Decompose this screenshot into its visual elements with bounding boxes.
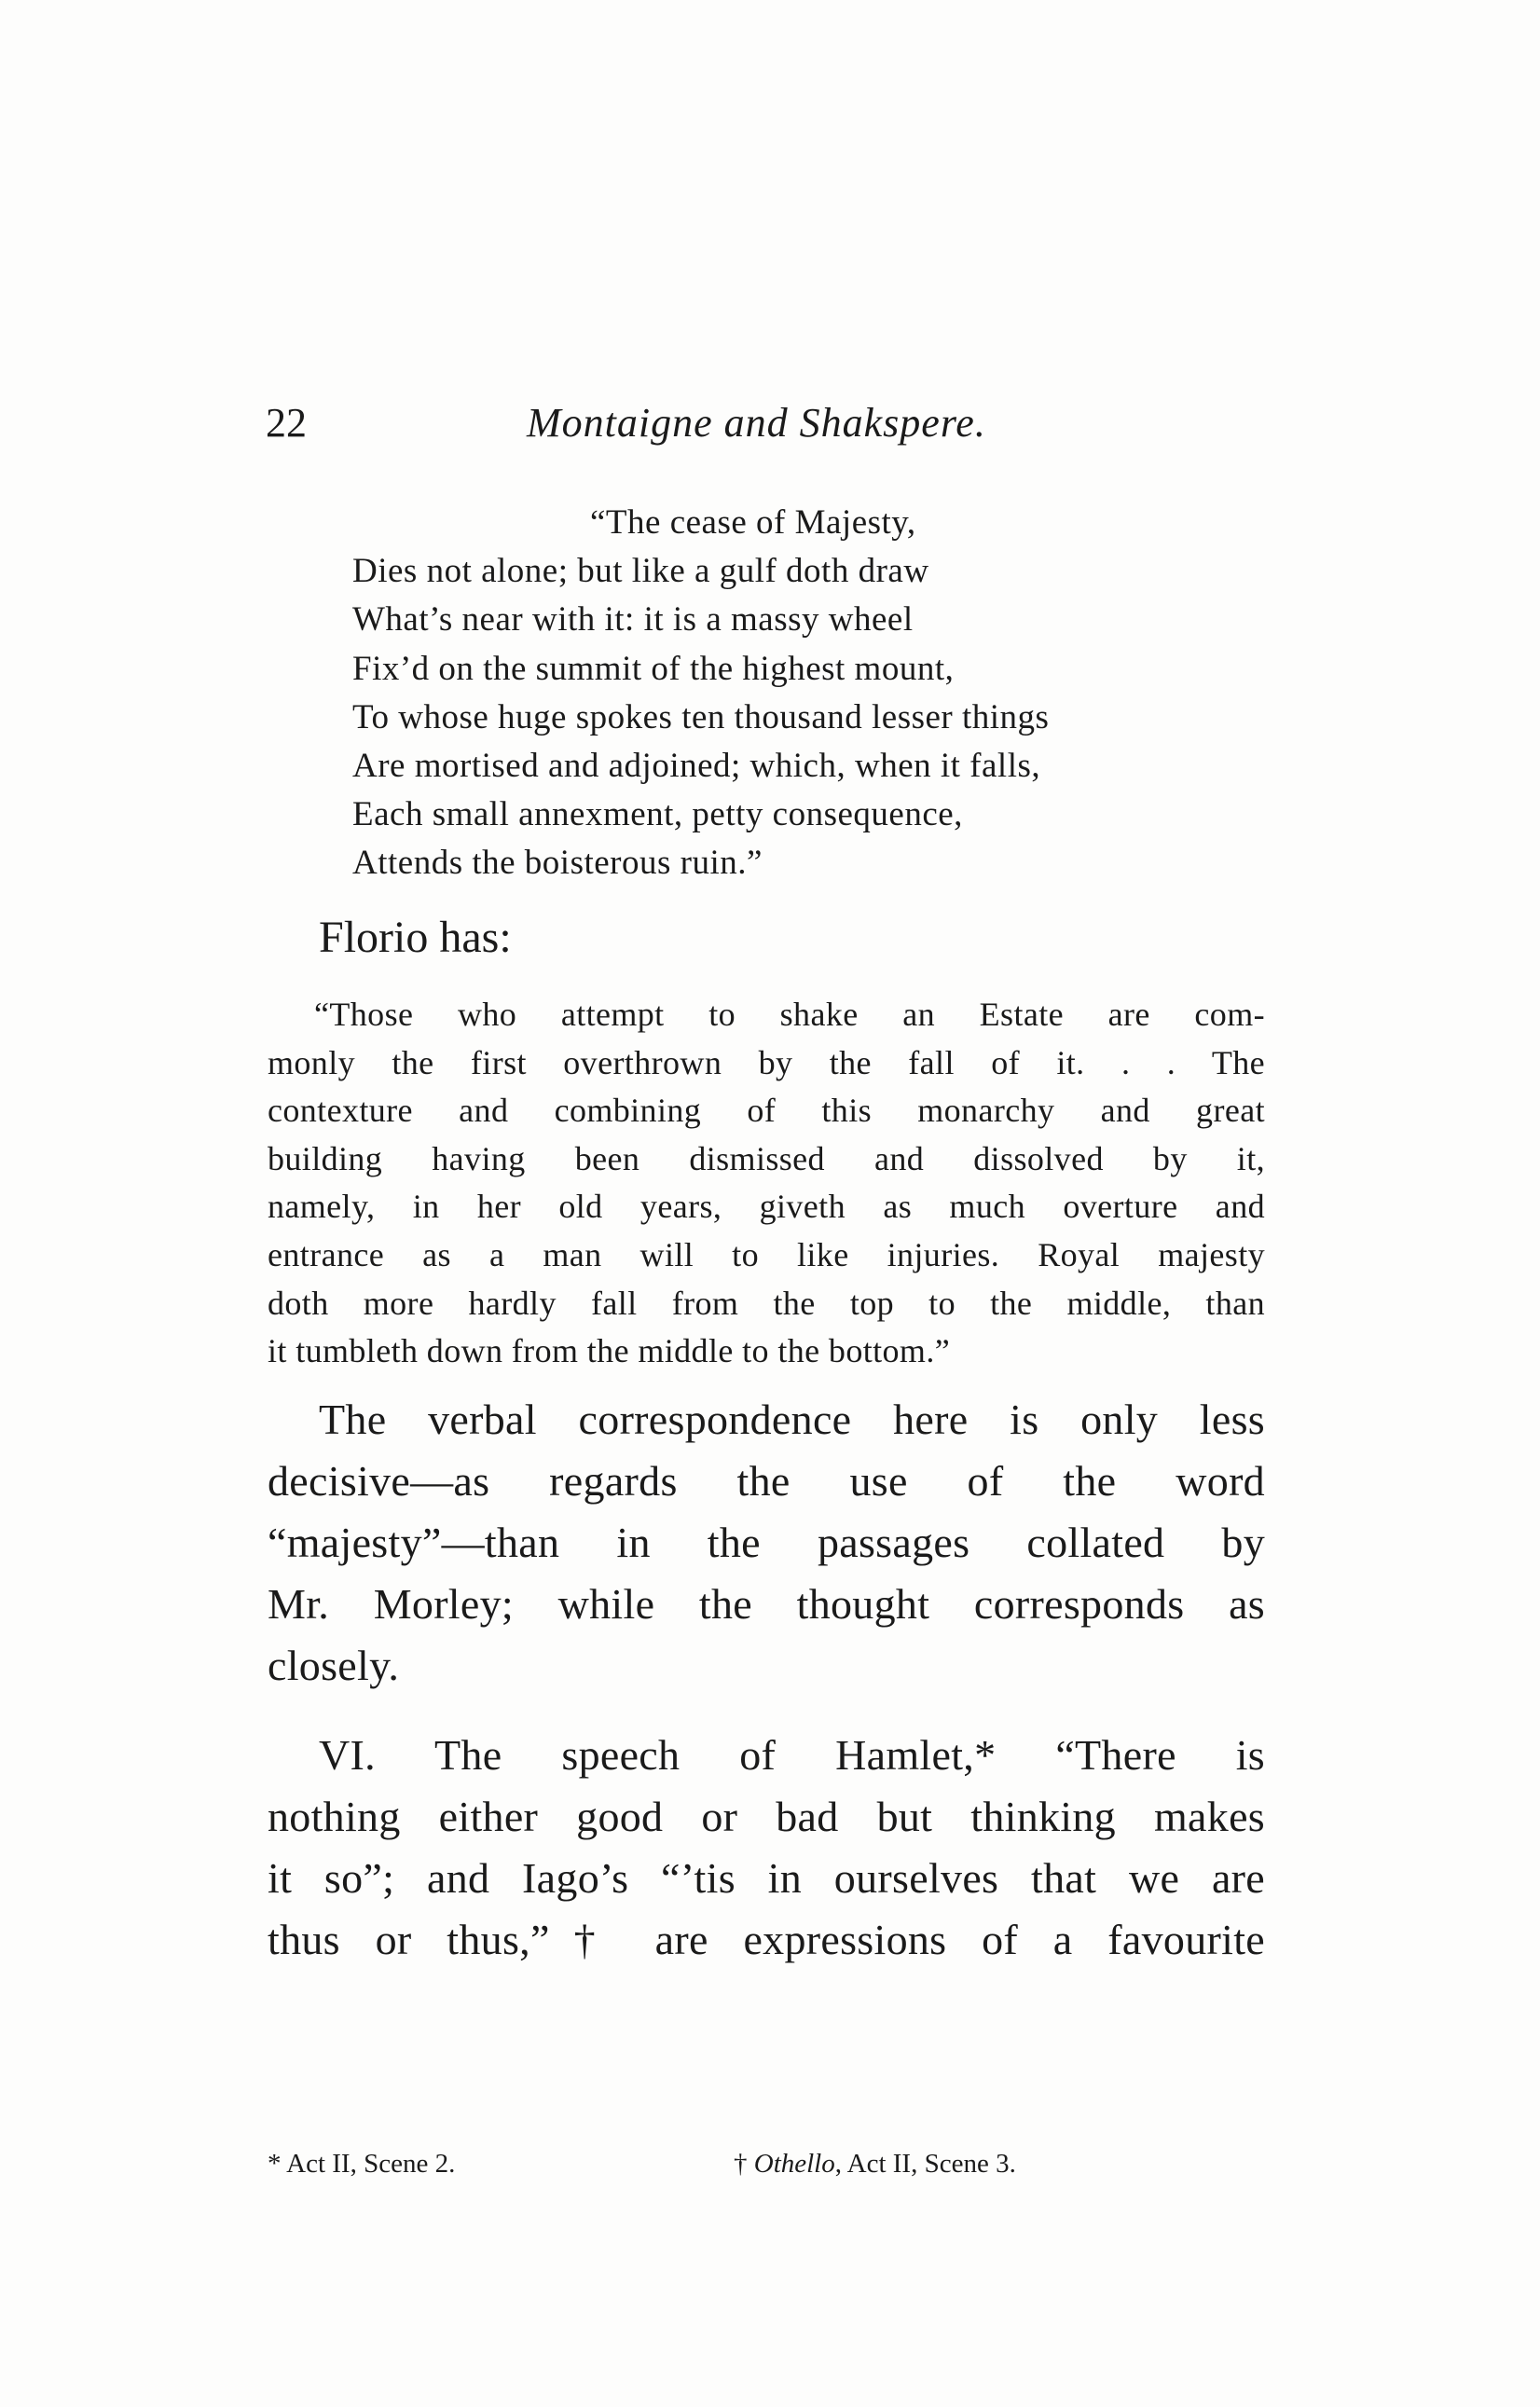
- footnotes: [268, 2149, 1265, 2195]
- footnote-hamlet: * Act II, Scene 2.: [268, 2149, 456, 2179]
- paragraph-line: thus or thus,”† are expressions of a favourite: [268, 1916, 1265, 1963]
- verse-line: “The cease of Majesty,: [590, 503, 916, 542]
- dagger-mark: †: [734, 2149, 754, 2179]
- quote-line: namely, in her old years, giveth as much overture and: [268, 1188, 1265, 1226]
- verse-line: Fix’d on the summit of the highest mount,: [352, 649, 955, 688]
- verse-line: Attends the boisterous ruin.”: [352, 844, 763, 883]
- page-number: 22: [266, 400, 307, 446]
- quote-line: contexture and combining of this monarchy and great: [268, 1092, 1265, 1130]
- paragraph-line: The verbal correspondence here is only less: [319, 1396, 1265, 1443]
- footnote-play-title: Othello: [753, 2149, 835, 2179]
- verse-quotation: [352, 499, 1285, 888]
- running-head: [266, 399, 1272, 455]
- quote-line: building having been dismissed and dissolved by it,: [268, 1139, 1265, 1177]
- verse-line: To whose huge spokes ten thousand lesser things: [352, 697, 1050, 736]
- running-title: Montaigne and Shakspere.: [527, 400, 986, 446]
- paragraph-line: decisive—as regards the use of the word: [268, 1457, 1265, 1505]
- paragraph-line: Mr. Morley; while the thought corresponds as: [268, 1580, 1265, 1628]
- paragraph-line: nothing either good or bad but thinking makes: [268, 1793, 1265, 1840]
- verse-line: Dies not alone; but like a gulf doth draw: [352, 552, 929, 591]
- paragraph-line: it so”; and Iago’s “’tis in ourselves that we are: [268, 1854, 1265, 1902]
- quote-line: it tumbleth down from the middle to the bottom.”: [268, 1332, 951, 1370]
- florio-intro: Florio has:: [319, 913, 512, 962]
- quote-line: “Those who attempt to shake an Estate are com-: [314, 996, 1265, 1033]
- footnote-reference: , Act II, Scene 3.: [834, 2149, 1016, 2179]
- verse-line: Are mortised and adjoined; which, when it falls,: [352, 747, 1041, 786]
- body-paragraph-section-vi: [268, 1725, 1265, 1971]
- quote-line: entrance as a man will to like injuries. Royal majesty: [268, 1235, 1265, 1273]
- paragraph-line: VI. The speech of Hamlet,* “There is: [319, 1731, 1265, 1779]
- verse-line: Each small annexment, petty consequence,: [352, 795, 963, 834]
- footnote-othello: [734, 2149, 1016, 2180]
- paragraph-line: “majesty”—than in the passages collated by: [268, 1519, 1265, 1566]
- florio-quotation: [268, 991, 1265, 1376]
- quote-line: doth more hardly fall from the top to the middle, than: [268, 1284, 1265, 1322]
- paragraph-line: closely.: [268, 1642, 400, 1689]
- body-paragraph-verbal-correspondence: [268, 1389, 1265, 1697]
- quote-line: monly the first overthrown by the fall of it. . . The: [268, 1043, 1265, 1081]
- verse-line: What’s near with it: it is a massy wheel: [352, 600, 914, 640]
